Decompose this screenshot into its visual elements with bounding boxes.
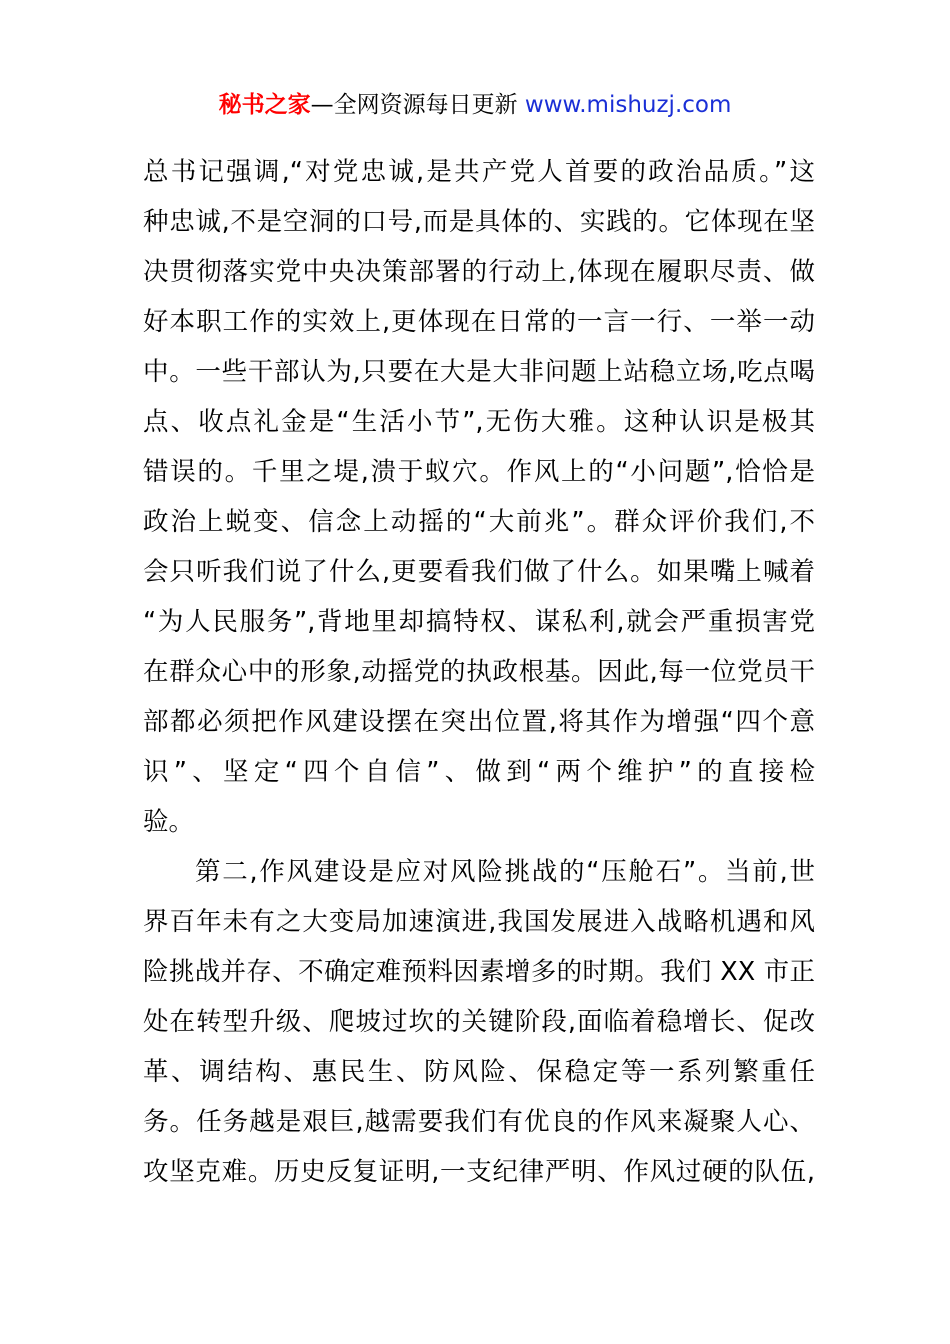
text-line: 验。 bbox=[143, 807, 195, 837]
header-tagline: 全网资源每日更新 bbox=[333, 92, 518, 118]
paragraph-2 bbox=[143, 847, 815, 1197]
document-body bbox=[143, 147, 815, 1197]
text-line: 部都必须把作风建设摆在突出位置,将其作为增强“四个意 bbox=[143, 707, 815, 737]
text-line: 点、收点礼金是“生活小节”,无伤大雅。这种认识是极其 bbox=[143, 407, 815, 437]
text-line: 总书记强调,“对党忠诚,是共产党人首要的政治品质。”这 bbox=[143, 157, 815, 187]
text-line: 革、调结构、惠民生、防风险、保稳定等一系列繁重任 bbox=[143, 1057, 815, 1087]
text-line: 第二,作风建设是应对风险挑战的“压舱石”。当前,世 bbox=[195, 857, 815, 887]
text-line: 险挑战并存、不确定难预料因素增多的时期。我们 XX 市正 bbox=[143, 957, 815, 987]
brand-name: 秘书之家 bbox=[218, 92, 311, 118]
text-line: 政治上蜕变、信念上动摇的“大前兆”。群众评价我们,不 bbox=[143, 507, 815, 537]
site-url-link[interactable]: www.mishuzj.com bbox=[524, 92, 732, 118]
text-line: 处在转型升级、爬坡过坎的关键阶段,面临着稳增长、促改 bbox=[143, 1007, 815, 1037]
text-line: 务。任务越是艰巨,越需要我们有优良的作风来凝聚人心、 bbox=[143, 1107, 815, 1137]
text-line: 识”、坚定“四个自信”、做到“两个维护”的直接检 bbox=[143, 757, 815, 787]
text-line: 好本职工作的实效上,更体现在日常的一言一行、一举一动 bbox=[143, 307, 815, 337]
text-line: 种忠诚,不是空洞的口号,而是具体的、实践的。它体现在坚 bbox=[143, 207, 815, 237]
text-line: 错误的。千里之堤,溃于蚁穴。作风上的“小问题”,恰恰是 bbox=[143, 457, 815, 487]
paragraph-1 bbox=[143, 147, 815, 847]
text-line: 中。一些干部认为,只要在大是大非问题上站稳立场,吃点喝 bbox=[143, 357, 815, 387]
text-line: 会只听我们说了什么,更要看我们做了什么。如果嘴上喊着 bbox=[143, 557, 815, 587]
text-line: 界百年未有之大变局加速演进,我国发展进入战略机遇和风 bbox=[143, 907, 815, 937]
text-line: 攻坚克难。历史反复证明,一支纪律严明、作风过硬的队伍, bbox=[143, 1157, 815, 1187]
text-line: 在群众心中的形象,动摇党的执政根基。因此,每一位党员干 bbox=[143, 657, 815, 687]
page-header bbox=[0, 88, 950, 122]
header-dash: — bbox=[310, 92, 334, 118]
text-line: 决贯彻落实党中央决策部署的行动上,体现在履职尽责、做 bbox=[143, 257, 815, 287]
text-line: “为人民服务”,背地里却搞特权、谋私利,就会严重损害党 bbox=[143, 607, 815, 637]
